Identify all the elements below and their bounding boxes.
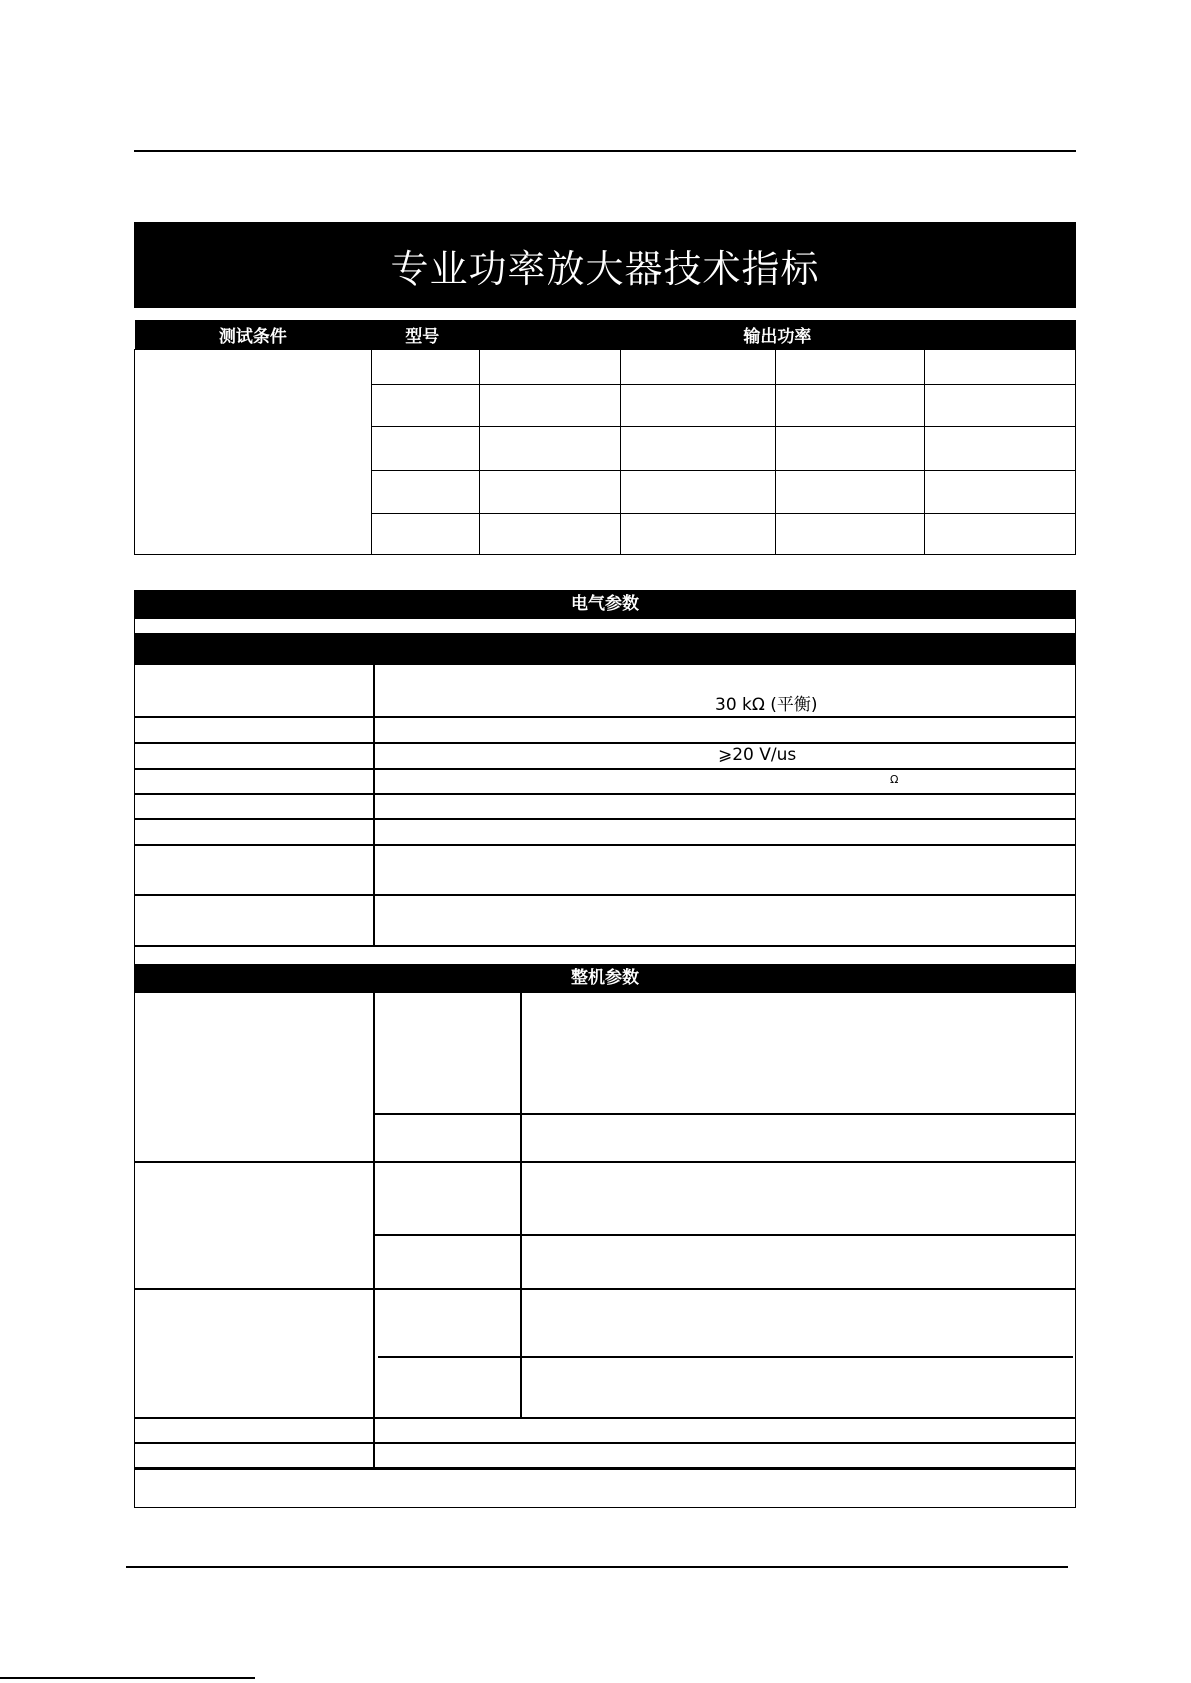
table-cell (479, 513, 621, 554)
row-line (134, 716, 1076, 718)
table-cell (621, 349, 776, 384)
table-cell (776, 349, 925, 384)
table-cell (371, 426, 479, 470)
row-line (134, 894, 1076, 896)
table-cell (479, 349, 621, 384)
row-line (134, 768, 1076, 770)
row-line (134, 793, 1076, 795)
table-cell (371, 470, 479, 513)
electrical-section (134, 590, 1076, 1508)
row-line (373, 1113, 1076, 1115)
row-line (134, 844, 1076, 846)
row-line (134, 1442, 1076, 1444)
footer-mark (0, 1677, 255, 1679)
table-cell (621, 384, 776, 426)
table-cell (479, 470, 621, 513)
power-table (134, 320, 1076, 555)
table-cell (371, 513, 479, 554)
electrical-title-bar (135, 590, 1075, 619)
row-line (134, 1161, 1076, 1163)
title-banner (134, 222, 1076, 308)
top-rule (134, 150, 1076, 152)
column-line (520, 993, 522, 1418)
bottom-rule (126, 1566, 1068, 1568)
row-line (134, 1467, 1076, 1470)
page-title: 专业功率放大器技术指标 (390, 246, 820, 291)
column-line (373, 663, 375, 945)
row-line (373, 1234, 1076, 1236)
row-line (134, 945, 1076, 947)
row-line (134, 818, 1076, 820)
table-cell (371, 384, 479, 426)
header-output-power: 输出功率 (479, 320, 1075, 349)
machine-title: 整机参数 (571, 968, 639, 988)
table-cell (776, 384, 925, 426)
header-model: 型号 (371, 320, 479, 349)
row-line (134, 742, 1076, 744)
table-cell (621, 513, 776, 554)
table-cell (479, 384, 621, 426)
input-impedance-value: 30 kΩ (平衡) (715, 695, 818, 715)
header-test-conditions: 测试条件 (135, 320, 372, 349)
table-cell (925, 384, 1076, 426)
table-cell (621, 470, 776, 513)
table-cell (776, 513, 925, 554)
table-cell (621, 426, 776, 470)
machine-title-bar (135, 964, 1075, 993)
table-cell (925, 426, 1076, 470)
row-line (134, 1288, 1076, 1290)
table-cell (925, 513, 1076, 554)
row-line (134, 663, 1076, 665)
table-cell (371, 349, 479, 384)
row-line (378, 1356, 1073, 1358)
table-cell (479, 426, 621, 470)
column-line (373, 993, 375, 1467)
table-cell (925, 470, 1076, 513)
test-conditions-cell (135, 349, 372, 554)
table-cell (776, 426, 925, 470)
slew-rate-value: ⩾20 V/us (718, 745, 797, 765)
electrical-subheader-bar (135, 633, 1075, 663)
ohm-symbol: Ω (890, 773, 899, 786)
electrical-title: 电气参数 (571, 594, 639, 614)
row-line (134, 1417, 1076, 1419)
table-cell (776, 470, 925, 513)
table-cell (925, 349, 1076, 384)
